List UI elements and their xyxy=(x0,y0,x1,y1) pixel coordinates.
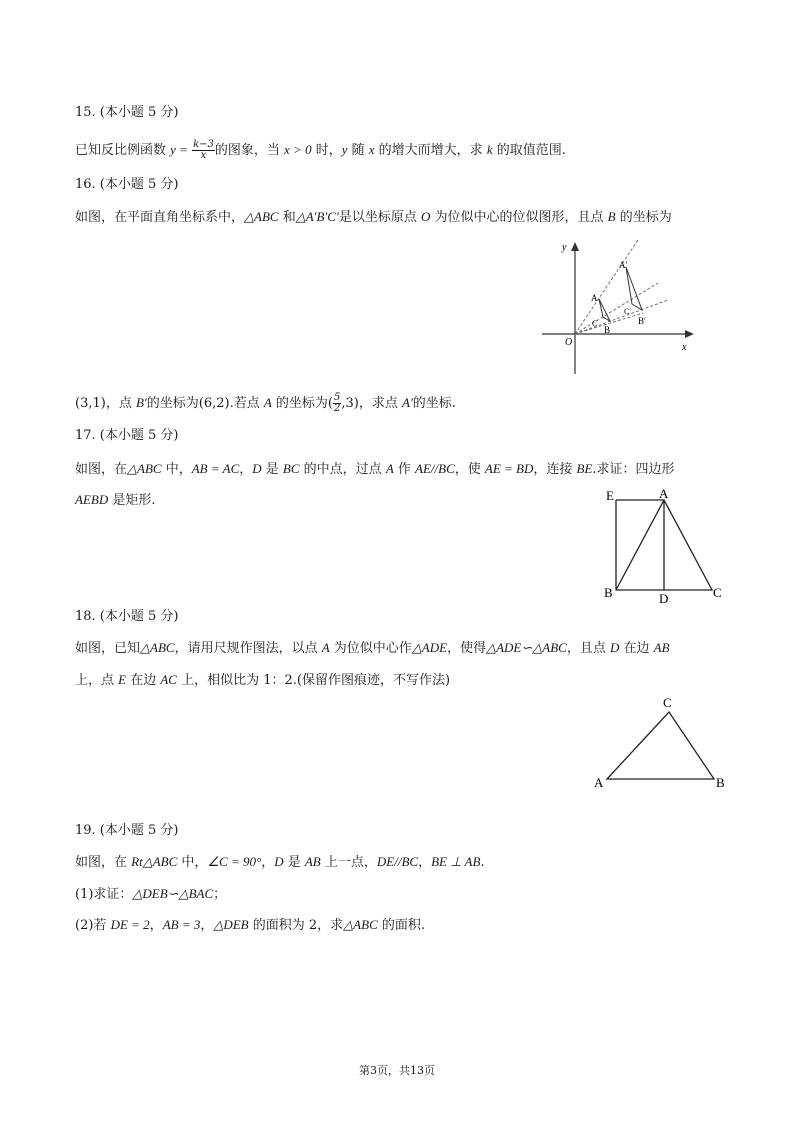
q16-fig-label-o: O xyxy=(565,337,573,348)
q17-statement-line1: 如图，在△ABC 中，AB = AC，D 是 BC 的中点，过点 A 作 AE//BC，使 AE = BD，连接 BE.求证：四边形 xyxy=(75,461,675,477)
q19-header: 19. (本小题 5 分) xyxy=(75,823,179,838)
page-footer: 第3页，共13页 xyxy=(359,1064,435,1077)
q16-fig-label-b-prime: B′ xyxy=(638,316,646,326)
q16-fig-label-a-prime: A′ xyxy=(619,260,628,270)
q15-statement: 已知反比例函数 y = $\frac{k-3}{x}$ 的图象，当 x > 0 时，y 随 x 的增大而增大，求 k 的取值范围. xyxy=(75,139,566,161)
q15-fraction: $\frac{k-3}{x}$ xyxy=(193,139,214,161)
q16-coordinate-figure xyxy=(540,238,700,380)
q16-statement-line2: (3,1)，点 B′的坐标为(6,2).若点 A 的坐标为( $\frac{5}{2}$ ,3)，求点 A′的坐标. xyxy=(75,392,456,414)
q18-statement-line2: 上，点 E 在边 AC 上，相似比为 1：2.(保留作图痕迹，不写作法) xyxy=(75,672,451,688)
q18-triangle-figure xyxy=(588,690,730,794)
q17-fig-label-c: C xyxy=(713,585,722,600)
q18-fig-label-c: C xyxy=(663,695,672,710)
q18-fig-label-a: A xyxy=(594,775,604,790)
q17-fig-label-b: B xyxy=(604,585,613,600)
q18-statement-line1: 如图，已知△ABC，请用尺规作图法，以点 A 为位似中心作△ADE，使得△ADE∽△ABC，且点 D 在边 AB xyxy=(75,640,670,656)
q17-fig-label-d: D xyxy=(659,591,669,606)
q16-header: 16. (本小题 5 分) xyxy=(75,177,179,192)
q16-fig-label-c-prime: C′ xyxy=(624,307,632,316)
q19-part2: (2)若 DE = 2，AB = 3，△DEB 的面积为 2，求△ABC 的面积. xyxy=(75,917,426,933)
q16-fig-label-c: C xyxy=(592,319,598,328)
q15-header: 15. (本小题 5 分) xyxy=(75,105,179,120)
q17-statement-line2: AEBD 是矩形. xyxy=(75,492,156,508)
q16-fig-label-x: x xyxy=(682,342,687,353)
q17-rectangle-figure xyxy=(598,484,730,606)
q16-fig-label-b: B xyxy=(604,325,611,335)
q17-fig-label-a: A xyxy=(659,486,669,501)
q19-statement: 如图，在 Rt△ABC 中，∠C = 90°，D 是 AB 上一点，DE//BC，BE ⊥ AB. xyxy=(75,854,485,870)
q18-header: 18. (本小题 5 分) xyxy=(75,609,179,624)
q16-fraction: $\frac{5}{2}$ xyxy=(334,392,341,414)
q16-fig-label-a: A xyxy=(591,293,598,303)
q17-header: 17. (本小题 5 分) xyxy=(75,428,179,443)
q18-fig-label-b: B xyxy=(716,775,725,790)
q17-fig-label-e: E xyxy=(606,488,614,503)
q16-statement-line1: 如图，在平面直角坐标系中，△ABC 和△A′B′C′是以坐标原点 O 为位似中心的位似图形，且点 B 的坐标为 xyxy=(75,209,672,225)
q19-part1: (1)求证：△DEB∽△BAC； xyxy=(75,886,227,902)
q16-fig-label-y: y xyxy=(562,242,567,253)
